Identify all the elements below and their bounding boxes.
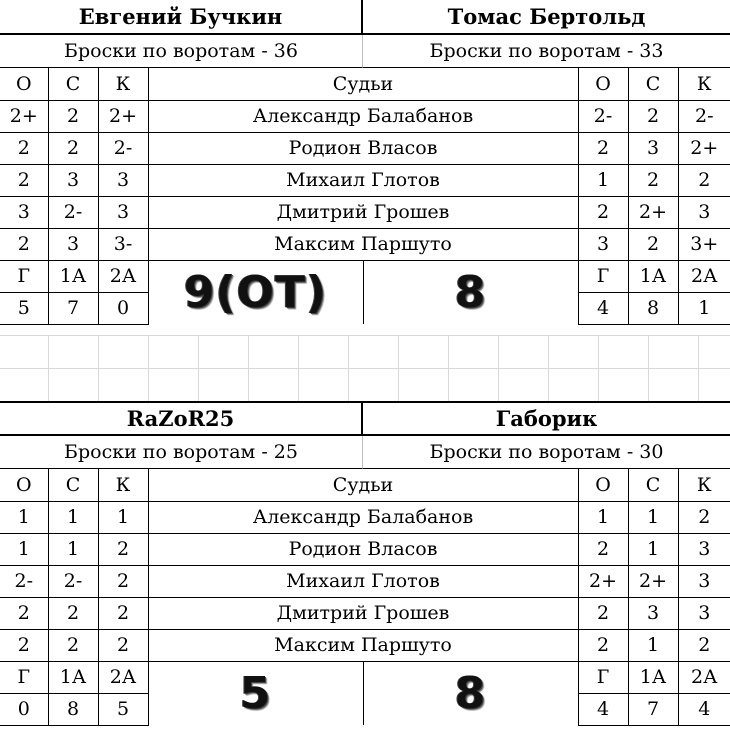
left-grade-cell: 2 <box>0 164 48 196</box>
judge-name: Михаил Глотов <box>148 565 578 597</box>
judge-name: Александр Балабанов <box>148 100 578 132</box>
left-grade-cell: 1 <box>98 501 148 533</box>
right-grade-cell: 2 <box>578 629 628 661</box>
left-grade-cell: 3 <box>98 196 148 228</box>
right-grade-cell: 2 <box>578 533 628 565</box>
goal-header: Г <box>578 661 628 693</box>
goal-header: 2А <box>678 661 730 693</box>
spreadsheet-gridlines <box>0 335 730 401</box>
col-header-s: С <box>628 68 678 100</box>
goal-header: 2А <box>98 260 148 292</box>
right-goals-value: 4 <box>678 693 730 725</box>
right-grade-cell: 1 <box>628 533 678 565</box>
right-grade-cell: 2 <box>628 228 678 260</box>
judges-table <box>0 469 730 726</box>
goal-header: Г <box>578 260 628 292</box>
left-grade-cell: 2 <box>48 132 98 164</box>
header-row <box>0 68 730 100</box>
left-grade-cell: 2 <box>0 629 48 661</box>
judge-name: Дмитрий Грошев <box>148 597 578 629</box>
col-header-k: К <box>678 469 730 501</box>
left-grade-cell: 2 <box>48 629 98 661</box>
left-grade-cell: 3 <box>98 164 148 196</box>
left-goals-value: 5 <box>98 693 148 725</box>
left-grade-cell: 2 <box>98 629 148 661</box>
col-header-k: К <box>678 68 730 100</box>
left-grade-cell: 2- <box>0 565 48 597</box>
left-grade-cell: 3- <box>98 228 148 260</box>
left-grade-cell: 2 <box>98 597 148 629</box>
right-goals-value: 4 <box>578 693 628 725</box>
right-grade-cell: 3 <box>628 132 678 164</box>
col-header-judges: Судьи <box>148 469 578 501</box>
right-score-cell <box>363 260 578 324</box>
left-goals-value: 7 <box>48 292 98 324</box>
right-grade-cell: 1 <box>578 501 628 533</box>
col-header-o: О <box>578 469 628 501</box>
left-goals-value: 8 <box>48 693 98 725</box>
col-header-s: С <box>628 469 678 501</box>
left-player-name: Евгений Бучкин <box>0 0 363 35</box>
col-header-k: К <box>98 469 148 501</box>
goal-header: 1А <box>48 661 98 693</box>
left-score-cell <box>148 260 363 324</box>
table-row <box>0 100 730 132</box>
goal-header: 2А <box>98 661 148 693</box>
right-grade-cell: 3 <box>578 228 628 260</box>
col-header-o: О <box>578 68 628 100</box>
goals-header-row <box>0 661 730 693</box>
col-header-s: С <box>48 68 98 100</box>
col-header-o: О <box>0 469 48 501</box>
right-grade-cell: 2+ <box>628 196 678 228</box>
right-grade-cell: 2+ <box>678 132 730 164</box>
right-grade-cell: 2 <box>678 164 730 196</box>
goal-header: Г <box>0 661 48 693</box>
judge-name: Михаил Глотов <box>148 164 578 196</box>
left-grade-cell: 2 <box>48 597 98 629</box>
left-grade-cell: 2- <box>48 196 98 228</box>
left-goals-value: 5 <box>0 292 48 324</box>
left-grade-cell: 2+ <box>0 100 48 132</box>
right-grade-cell: 3 <box>678 196 730 228</box>
right-grade-cell: 2 <box>678 501 730 533</box>
right-grade-cell: 2 <box>578 196 628 228</box>
right-grade-cell: 3 <box>678 533 730 565</box>
left-grade-cell: 2 <box>98 565 148 597</box>
right-goals-value: 8 <box>628 292 678 324</box>
left-grade-cell: 2 <box>98 533 148 565</box>
right-grade-cell: 2 <box>628 164 678 196</box>
col-header-s: С <box>48 469 98 501</box>
right-grade-cell: 3+ <box>678 228 730 260</box>
right-shots-on-goal: Броски по воротам - 30 <box>363 436 730 469</box>
right-final-score: 8 <box>454 266 487 318</box>
left-grade-cell: 2 <box>0 228 48 260</box>
right-grade-cell: 1 <box>578 164 628 196</box>
table-row <box>0 533 730 565</box>
col-header-k: К <box>98 68 148 100</box>
table-row <box>0 132 730 164</box>
left-goals-value: 0 <box>0 693 48 725</box>
judge-name: Родион Власов <box>148 132 578 164</box>
right-grade-cell: 3 <box>678 565 730 597</box>
left-grade-cell: 3 <box>0 196 48 228</box>
col-header-o: О <box>0 68 48 100</box>
goal-header: Г <box>0 260 48 292</box>
right-grade-cell: 2- <box>678 100 730 132</box>
left-grade-cell: 2- <box>98 132 148 164</box>
goal-header: 1А <box>48 260 98 292</box>
goals-header-row <box>0 260 730 292</box>
right-player-name: Габорик <box>363 401 730 436</box>
table-row <box>0 196 730 228</box>
right-final-score: 8 <box>454 667 487 719</box>
table-row <box>0 501 730 533</box>
right-player-name: Томас Бертольд <box>363 0 730 35</box>
table-row <box>0 629 730 661</box>
left-player-name: RaZoR25 <box>0 401 363 436</box>
left-grade-cell: 2 <box>0 597 48 629</box>
left-grade-cell: 1 <box>0 501 48 533</box>
table-row <box>0 565 730 597</box>
left-goals-value: 0 <box>98 292 148 324</box>
table-row <box>0 228 730 260</box>
right-grade-cell: 2 <box>678 629 730 661</box>
right-shots-on-goal: Броски по воротам - 33 <box>363 35 730 68</box>
right-goals-value: 7 <box>628 693 678 725</box>
col-header-judges: Судьи <box>148 68 578 100</box>
left-grade-cell: 3 <box>48 228 98 260</box>
header-row <box>0 469 730 501</box>
goal-header: 1А <box>628 260 678 292</box>
left-grade-cell: 1 <box>48 501 98 533</box>
left-shots-on-goal: Броски по воротам - 36 <box>0 35 363 68</box>
judge-name: Максим Паршуто <box>148 629 578 661</box>
judge-name: Родион Власов <box>148 533 578 565</box>
right-goals-value: 1 <box>678 292 730 324</box>
table-row <box>0 597 730 629</box>
right-grade-cell: 3 <box>678 597 730 629</box>
left-final-score: 5 <box>239 667 272 719</box>
right-score-cell <box>363 661 578 725</box>
judge-name: Александр Балабанов <box>148 501 578 533</box>
left-grade-cell: 1 <box>48 533 98 565</box>
right-grade-cell: 3 <box>628 597 678 629</box>
right-goals-value: 4 <box>578 292 628 324</box>
table-row <box>0 164 730 196</box>
left-grade-cell: 3 <box>48 164 98 196</box>
right-grade-cell: 2 <box>578 132 628 164</box>
goal-header: 1А <box>628 661 678 693</box>
left-final-score: 9(ОТ) <box>183 266 328 318</box>
left-grade-cell: 1 <box>0 533 48 565</box>
right-grade-cell: 2- <box>578 100 628 132</box>
left-shots-on-goal: Броски по воротам - 25 <box>0 436 363 469</box>
goal-header: 2А <box>678 260 730 292</box>
right-grade-cell: 2+ <box>578 565 628 597</box>
left-grade-cell: 2- <box>48 565 98 597</box>
judges-table <box>0 68 730 325</box>
left-grade-cell: 2 <box>48 100 98 132</box>
right-grade-cell: 2 <box>628 100 678 132</box>
right-grade-cell: 1 <box>628 501 678 533</box>
judge-name: Максим Паршуто <box>148 228 578 260</box>
left-grade-cell: 2+ <box>98 100 148 132</box>
judge-name: Дмитрий Грошев <box>148 196 578 228</box>
left-score-cell <box>148 661 363 725</box>
left-grade-cell: 2 <box>0 132 48 164</box>
right-grade-cell: 1 <box>628 629 678 661</box>
right-grade-cell: 2+ <box>628 565 678 597</box>
right-grade-cell: 2 <box>578 597 628 629</box>
